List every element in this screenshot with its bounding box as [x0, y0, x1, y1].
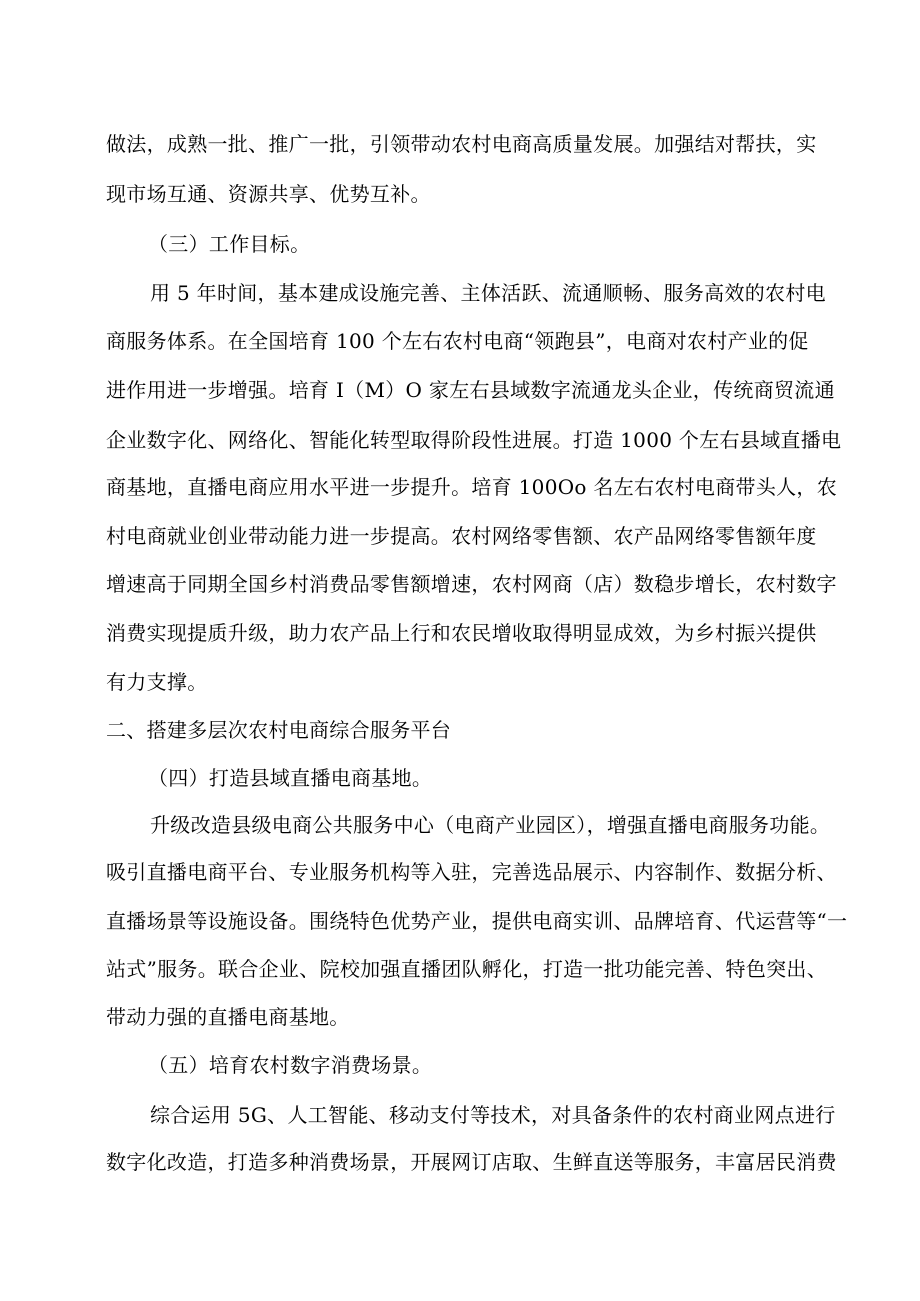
paragraph-line: 商服务体系。在全国培育 100 个左右农村电商“领跑县”，电商对农村产业的促 [106, 329, 809, 353]
paragraph-line: 直播场景等设施设备。围绕特色优势产业，提供电商实训、品牌培育、代运营等“一 [106, 909, 848, 933]
paragraph-line: 升级改造县级电商公共服务中心（电商产业园区），增强直播电商服务功能。 [150, 813, 831, 837]
paragraph-line: 增速高于同期全国乡村消费品零售额增速，农村网商（店）数稳步增长，农村数字 [106, 572, 837, 596]
paragraph-line: 做法，成熟一批、推广一批，引领带动农村电商高质量发展。加强结对帮扶，实 [106, 132, 817, 156]
paragraph-line: 进作用进一步增强。培育 I（M）O 家左右县域数字流通龙头企业，传统商贸流通 [106, 378, 835, 402]
paragraph-line: 企业数字化、网络化、智能化转型取得阶段性进展。打造 1000 个左右县域直播电 [106, 428, 842, 452]
section-heading-3: （三）工作目标。 [148, 232, 311, 256]
paragraph-line: 有力支撑。 [106, 670, 208, 694]
paragraph-line: 带动力强的直播电商基地。 [106, 1005, 350, 1029]
chapter-heading-2: 二、搭建多层次农村电商综合服务平台 [106, 718, 452, 742]
paragraph-line: 消费实现提质升级，助力农产品上行和农民增收取得明显成效，为乡村振兴提供 [106, 621, 817, 645]
paragraph-line: 用 5 年时间，基本建成设施完善、主体活跃、流通顺畅、服务高效的农村电 [150, 281, 826, 305]
section-heading-4: （四）打造县域直播电商基地。 [148, 766, 433, 790]
paragraph-line: 现市场互通、资源共享、优势互补。 [106, 182, 431, 206]
paragraph-line: 吸引直播电商平台、专业服务机构等入驻，完善选品展示、内容制作、数据分析、 [106, 860, 837, 884]
paragraph-line: 综合运用 5G、人工智能、移动支付等技术，对具备条件的农村商业网点进行 [150, 1103, 836, 1127]
section-heading-5: （五）培育农村数字消费场景。 [148, 1053, 433, 1077]
paragraph-line: 数字化改造，打造多种消费场景，开展网订店取、生鲜直送等服务，丰富居民消费 [106, 1150, 837, 1174]
paragraph-line: 商基地，直播电商应用水平进一步提升。培育 100Oo 名左右农村电商带头人，农 [106, 475, 838, 499]
paragraph-line: 村电商就业创业带动能力进一步提高。农村网络零售额、农产品网络零售额年度 [106, 524, 817, 548]
paragraph-line: 站式”服务。联合企业、院校加强直播团队孵化，打造一批功能完善、特色突出、 [106, 957, 828, 981]
